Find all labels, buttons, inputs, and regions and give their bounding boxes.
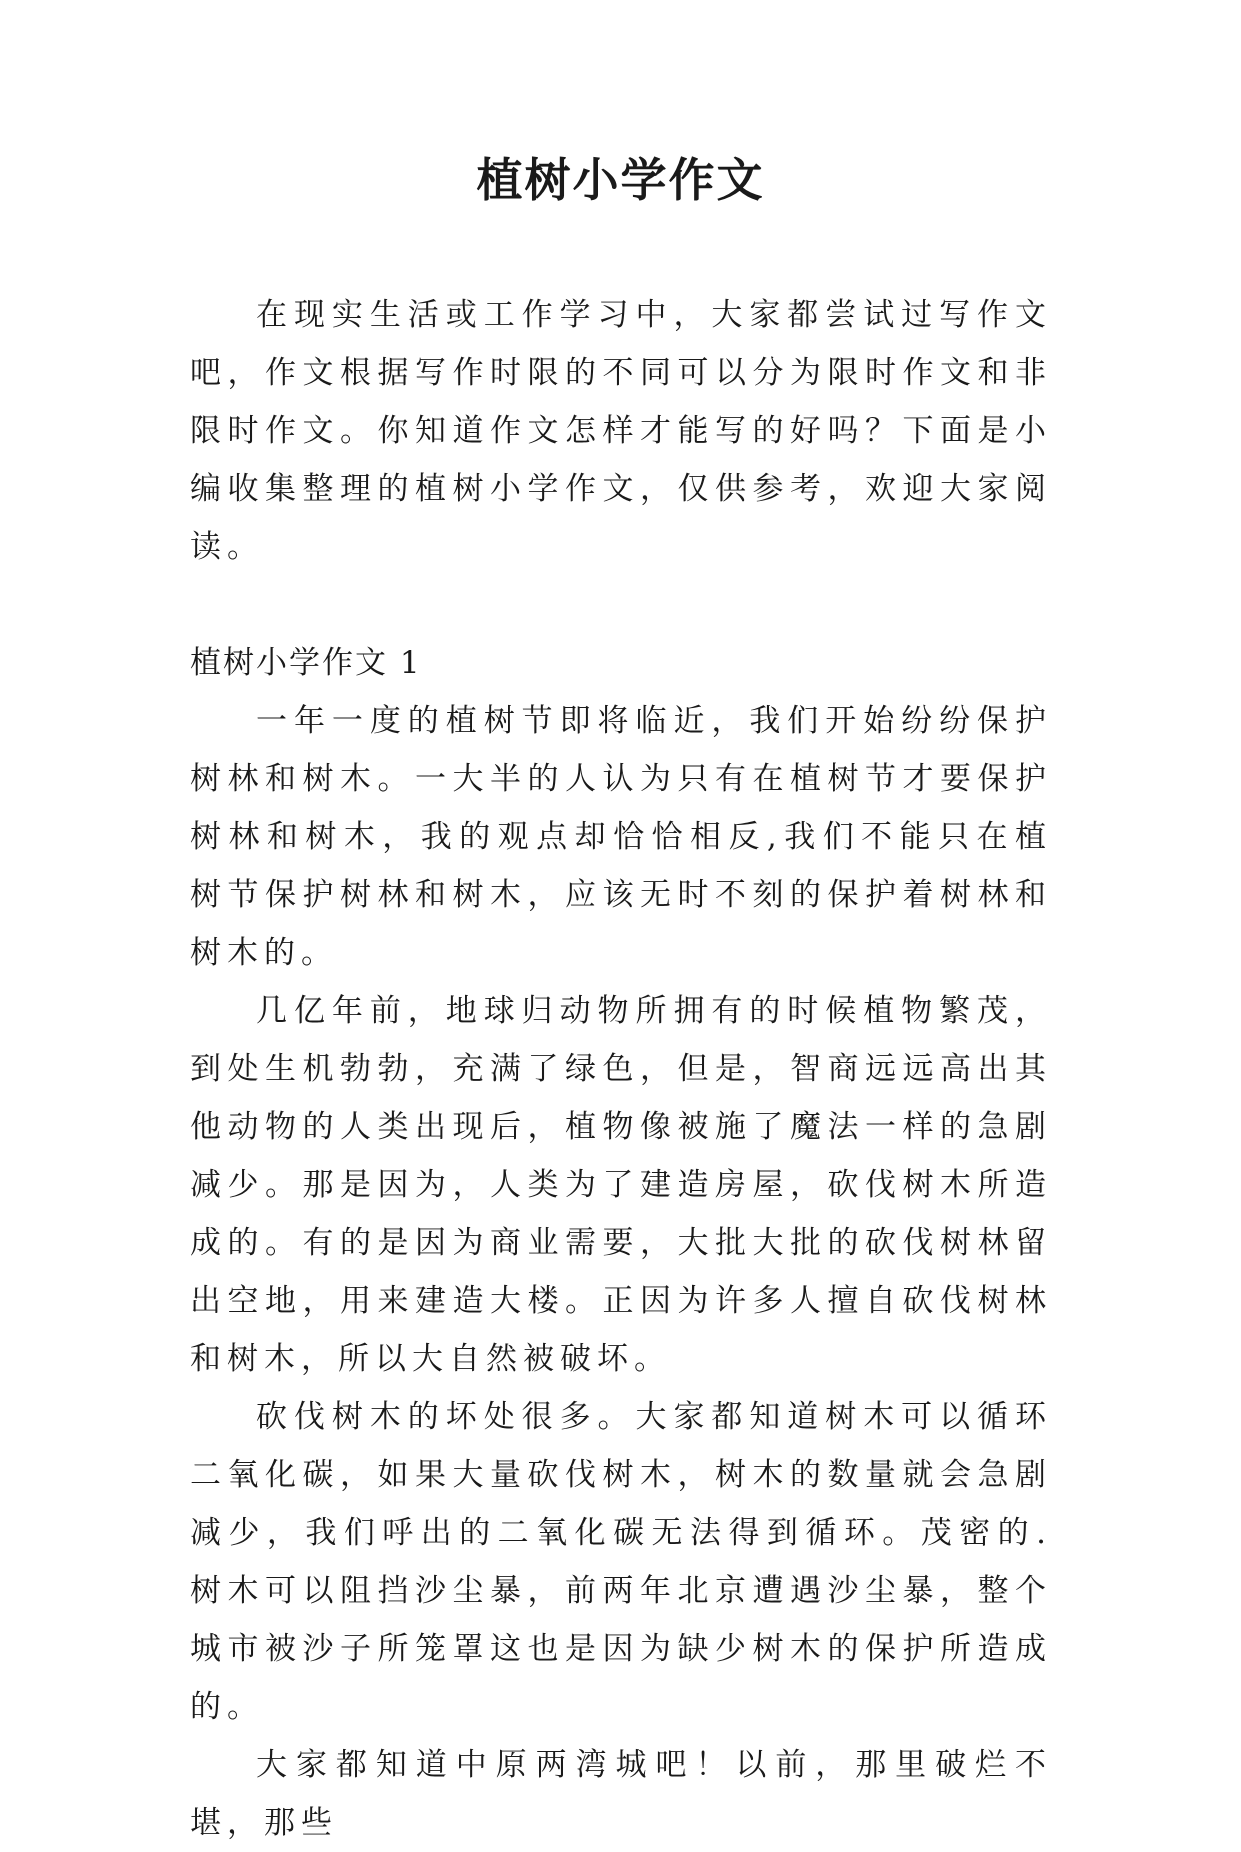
body-paragraph: 一年一度的植树节即将临近，我们开始纷纷保护树林和树木。一大半的人认为只有在植树节才要保护树林和树木，我的观点却恰恰相反,我们不能只在植树节保护树林和树木，应该无时不刻的保护着树林和树木的。 (190, 703, 1052, 971)
body-paragraph: 几亿年前，地球归动物所拥有的时候植物繁茂，到处生机勃勃，充满了绿色，但是，智商远远高出其他动物的人类出现后，植物像被施了魔法一样的急剧减少。那是因为，人类为了建造房屋，砍伐树木所造成的。有的是因为商业需要，大批大批的砍伐树林留出空地，用来建造大楼。正因为许多人擅自砍伐树林和树木，所以大自然被破坏。 (190, 993, 1052, 1377)
body-paragraph: 大家都知道中原两湾城吧！以前，那里破烂不堪，那些 (190, 1747, 1052, 1841)
document-body (190, 286, 1052, 1852)
intro-paragraph: 在现实生活或工作学习中，大家都尝试过写作文吧，作文根据写作时限的不同可以分为限时作文和非限时作文。你知道作文怎样才能写的好吗？下面是小编收集整理的植树小学作文，仅供参考，欢迎大家阅读。 (190, 297, 1052, 565)
section-heading: 植树小学作文 1 (190, 645, 422, 681)
paragraph-spacer (190, 576, 1052, 634)
body-paragraph: 砍伐树木的坏处很多。大家都知道树木可以循环二氧化碳，如果大量砍伐树木，树木的数量就会急剧减少，我们呼出的二氧化碳无法得到循环。茂密的.树木可以阻挡沙尘暴，前两年北京遭遇沙尘暴，整个城市被沙子所笼罩这也是因为缺少树木的保护所造成的。 (190, 1399, 1052, 1725)
page-title: 植树小学作文 (476, 153, 765, 207)
